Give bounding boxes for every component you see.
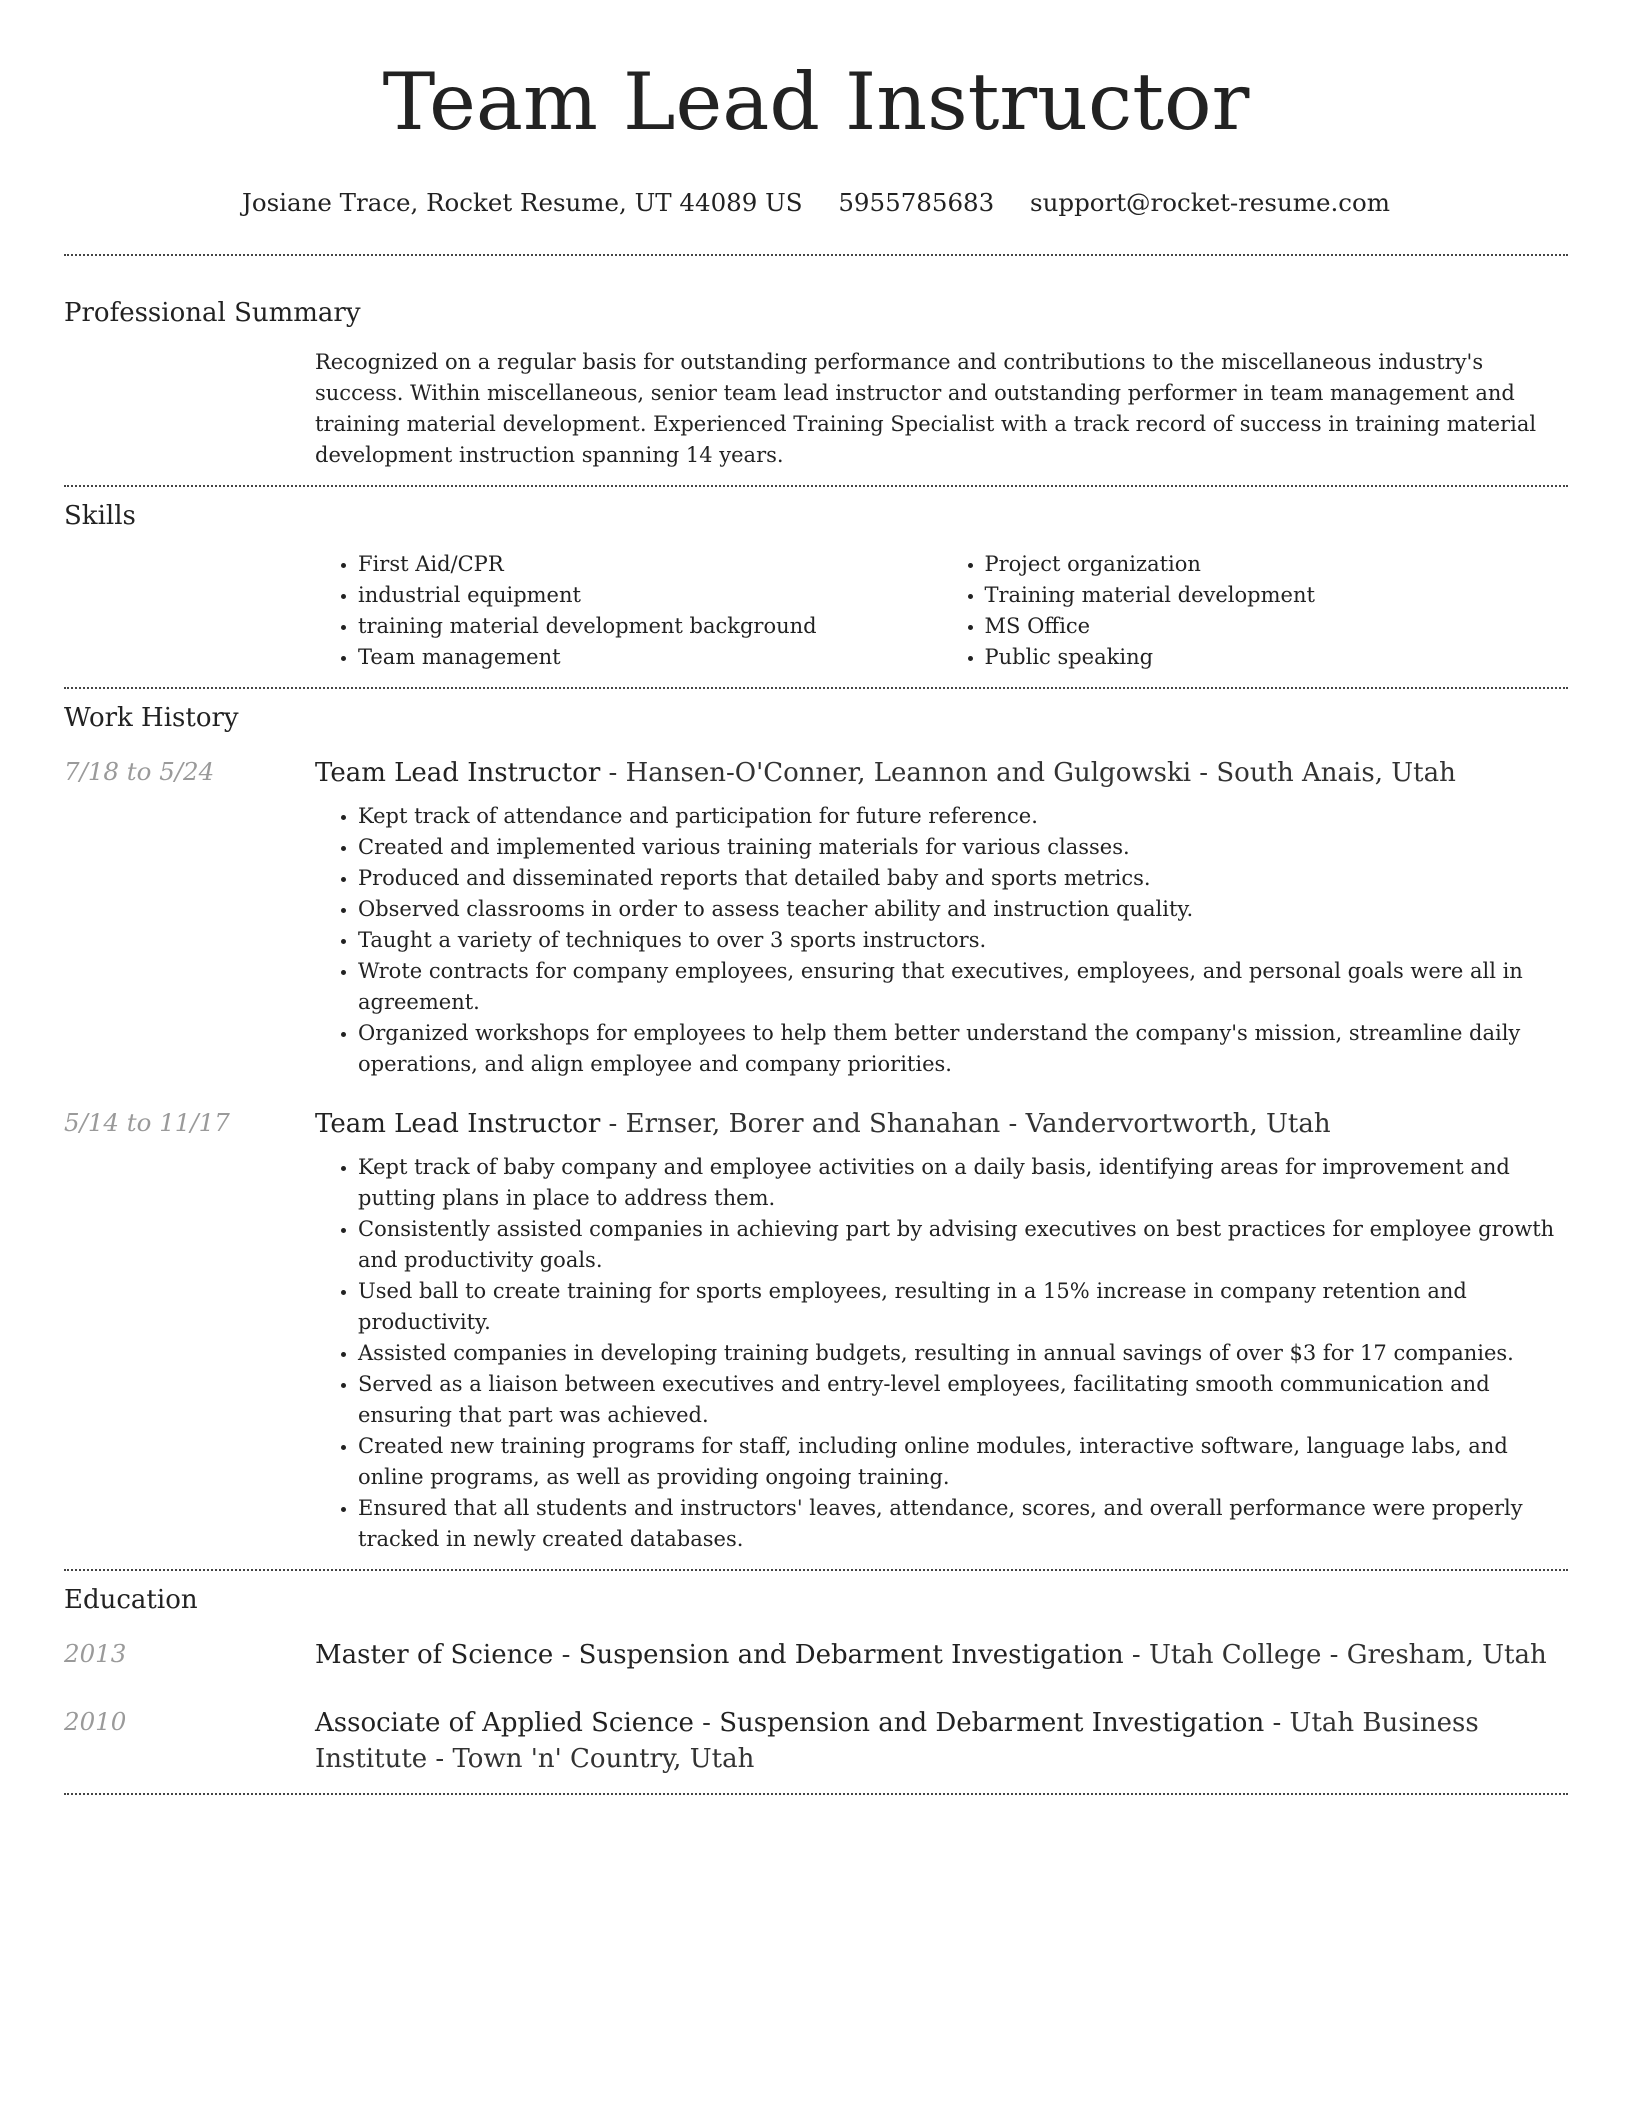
job-dates: 5/14 to 11/17 [64, 1108, 230, 1137]
skill-item: • First Aid/CPR [358, 549, 942, 580]
job-bullet: • Taught a variety of techniques to over 3 sports instructors. [358, 925, 1568, 956]
job-location: South Anais, Utah [1216, 758, 1456, 788]
education-school: Utah Business Institute [315, 1708, 1479, 1774]
job-bullet: • Ensured that all students and instructors' leaves, attendance, scores, and overall performance were properly tracked in newly created databases. [358, 1493, 1568, 1555]
education-heading-line: Associate of Applied Science - Suspension and Debarment Investigation - Utah Business Institute - Town 'n' Country, Utah [315, 1708, 1479, 1774]
summary-text: Recognized on a regular basis for outstanding performance and contributions to the miscellaneous industry's success. Within miscellaneous, senior team lead instructor and outstanding performer in team management and training material development. Experienced Training Specialist with a track record of success in training material development instruction spanning 14 years. [315, 350, 1537, 467]
job-bullet: • Consistently assisted companies in achieving part by advising executives on best practices for employee growth and productivity goals. [358, 1214, 1568, 1276]
contact-address: Josiane Trace, Rocket Resume, UT 44089 US [242, 188, 803, 217]
job-bullet: • Assisted companies in developing training budgets, resulting in annual savings of over $3 for 17 companies. [358, 1338, 1568, 1369]
contact-email: support@rocket-resume.com [1030, 188, 1390, 217]
work-heading: Work History [64, 703, 239, 733]
job-bullet: • Produced and disseminated reports that detailed baby and sports metrics. [358, 863, 1568, 894]
job-bullets [315, 1152, 1568, 1555]
skill-item: • training material development background [358, 611, 942, 642]
section-divider [64, 1793, 1568, 1795]
job-entry [64, 755, 1568, 791]
job-company: Hansen-O'Conner, Leannon and Gulgowski [625, 758, 1192, 788]
skill-item: • industrial equipment [358, 580, 942, 611]
job-bullet: • Used ball to create training for sports employees, resulting in a 15% increase in company retention and productivity. [358, 1276, 1568, 1338]
section-divider [64, 485, 1568, 487]
education-year: 2010 [64, 1707, 127, 1736]
education-degree: Master of Science [315, 1640, 554, 1670]
job-title: Team Lead Instructor [315, 758, 601, 788]
skills-list [315, 549, 1568, 673]
job-company: Ernser, Borer and Shanahan [625, 1109, 1001, 1139]
education-field: Suspension and Debarment Investigation [578, 1640, 1124, 1670]
job-heading: Team Lead Instructor - Ernser, Borer and Shanahan - Vandervortworth, Utah [315, 1109, 1331, 1139]
job-bullet: • Wrote contracts for company employees, ensuring that executives, employees, and personal goals were all in agreement. [358, 956, 1568, 1018]
education-entry [64, 1637, 1568, 1673]
job-bullets [315, 801, 1568, 1080]
job-entry [64, 1106, 1568, 1142]
skill-item: • MS Office [985, 611, 1569, 642]
education-field: Suspension and Debarment Investigation [719, 1708, 1265, 1738]
job-bullet: • Organized workshops for employees to help them better understand the company's mission, streamline daily operations, and align employee and company priorities. [358, 1018, 1568, 1080]
section-divider [64, 254, 1568, 256]
skill-item: • Team management [358, 642, 942, 673]
section-divider [64, 687, 1568, 689]
job-bullet: • Observed classrooms in order to assess teacher ability and instruction quality. [358, 894, 1568, 925]
education-location: Town 'n' Country, Utah [452, 1744, 755, 1774]
resume-title: Team Lead Instructor [382, 56, 1250, 148]
job-bullet: • Created and implemented various training materials for various classes. [358, 832, 1568, 863]
resume-page [64, 0, 1568, 1795]
job-dates: 7/18 to 5/24 [64, 757, 215, 786]
skills-heading: Skills [64, 501, 136, 531]
skill-item: • Project organization [985, 549, 1569, 580]
contact-line [64, 188, 1568, 218]
education-heading: Education [64, 1585, 198, 1615]
job-location: Vandervortworth, Utah [1025, 1109, 1331, 1139]
skill-item: • Public speaking [985, 642, 1569, 673]
skills-column-left [315, 549, 942, 673]
education-entry [64, 1705, 1568, 1777]
education-heading-line: Master of Science - Suspension and Debarment Investigation - Utah College - Gresham, Utah [315, 1640, 1547, 1670]
contact-phone: 5955785683 [838, 188, 995, 217]
skill-item: • Training material development [985, 580, 1569, 611]
job-title: Team Lead Instructor [315, 1109, 601, 1139]
education-location: Gresham, Utah [1346, 1640, 1547, 1670]
job-bullet: • Kept track of baby company and employee activities on a daily basis, identifying areas for improvement and putting plans in place to address them. [358, 1152, 1568, 1214]
skills-column-right [942, 549, 1569, 673]
summary-heading: Professional Summary [64, 298, 361, 328]
section-divider [64, 1569, 1568, 1571]
job-heading: Team Lead Instructor - Hansen-O'Conner, Leannon and Gulgowski - South Anais, Utah [315, 758, 1456, 788]
education-year: 2013 [64, 1639, 127, 1668]
job-bullet: • Created new training programs for staff, including online modules, interactive software, language labs, and online programs, as well as providing ongoing training. [358, 1431, 1568, 1493]
job-bullet: • Kept track of attendance and participation for future reference. [358, 801, 1568, 832]
education-degree: Associate of Applied Science [315, 1708, 694, 1738]
job-bullet: • Served as a liaison between executives and entry-level employees, facilitating smooth communication and ensuring that part was achieved. [358, 1369, 1568, 1431]
education-school: Utah College [1148, 1640, 1322, 1670]
